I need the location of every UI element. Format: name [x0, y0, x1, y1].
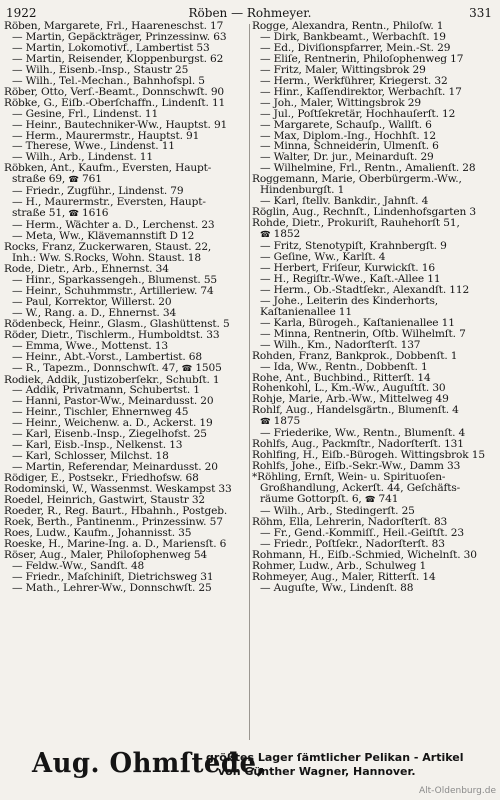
- entry-text: Rohlfing, H., Eiſb.-Bürogeh. Wittingsbrok 15: [252, 450, 485, 462]
- directory-entry: [252, 405, 496, 416]
- entry-text: — W., Rang. a. D., Ehnernst. 34: [12, 307, 177, 319]
- entry-text: Rohmer, Ludw., Arb., Schulweg 1: [252, 560, 427, 572]
- entry-text: — Hinr., Kaſſendirektor, Werbachſt. 17: [260, 86, 462, 98]
- directory-entry: [4, 363, 248, 375]
- directory-entry: [252, 252, 496, 263]
- entry-text: — R., Tapezm., Donnschwſt. 47,: [12, 362, 179, 374]
- page-number: 331: [469, 6, 492, 20]
- directory-entry: [4, 54, 248, 65]
- directory-entry: [252, 21, 496, 32]
- directory-entry: [4, 87, 248, 98]
- directory-entry: [4, 528, 248, 539]
- advertisement: [4, 746, 494, 786]
- entry-text: — Martin, Reisender, Kloppenburgst. 62: [12, 53, 224, 65]
- directory-entry: [4, 174, 248, 186]
- directory-entry: [252, 394, 496, 405]
- entry-text: — Karl, Eisb.-Insp., Nelkenst. 13: [12, 440, 183, 452]
- entry-text: Roek, Berth., Pantinenm., Prinzessinw. 57: [4, 516, 223, 528]
- telephone-icon: ☎: [181, 363, 193, 374]
- directory-entry: [4, 517, 248, 528]
- entry-text: — Feldw.-Ww., Sandſt. 48: [12, 560, 145, 572]
- entry-text: Rohmann, H., Eiſb.-Schmied, Wichelnſt. 30: [252, 549, 477, 561]
- entry-text: Rohlfs, Aug., Packmſtr., Nadorſterſt. 131: [252, 439, 464, 451]
- directory-entry: [4, 583, 248, 594]
- entry-text: — Herm., Maurermstr., Hauptst. 91: [12, 130, 200, 142]
- directory-entry: [4, 462, 248, 473]
- directory-entry: [252, 241, 496, 252]
- directory-entry: [4, 152, 248, 163]
- entry-text: — Heinr., Tischler, Ehnernweg 45: [12, 407, 189, 419]
- directory-entry: [4, 297, 248, 308]
- entry-text: — Wilhelmine, Frl., Rentn., Amalienſt. 28: [260, 163, 476, 175]
- directory-entry: [4, 109, 248, 120]
- directory-entry: [252, 196, 496, 207]
- entry-text: — Martin, Lokomotivf., Lambertist 53: [12, 42, 210, 54]
- entry-text: — Heinr., Schuhmmstr., Artilleriew. 74: [12, 285, 214, 297]
- directory-entry: [252, 506, 496, 517]
- directory-entry: [4, 131, 248, 142]
- telephone-icon: ☎: [68, 209, 79, 220]
- entry-text: Röhm, Ella, Lehrerin, Nadorſterſt. 83: [252, 516, 448, 528]
- advertiser-name: Aug. Ohmſtede,: [32, 748, 266, 779]
- entry-text: Röser, Aug., Maler, Philoſophenweg 54: [4, 549, 208, 561]
- entry-text: straße 69,: [12, 174, 66, 186]
- directory-entry: [4, 418, 248, 429]
- entry-text: — Fr., Gend.-Kommiſſ., Heil.-Geiſtſt. 23: [260, 527, 464, 539]
- page-header: [6, 5, 494, 21]
- entry-text: — Heinr., Weichenw. a. D., Ackerst. 19: [12, 418, 213, 430]
- directory-entry: [4, 65, 248, 76]
- entry-text: — Fritz, Maler, Wittingsbrok 29: [260, 64, 426, 76]
- right-column: [252, 21, 496, 743]
- telephone-icon: ☎: [364, 494, 376, 505]
- directory-entry: [4, 330, 248, 341]
- entry-text: — Meta, Ww., Klävemannstift D 12: [12, 231, 195, 243]
- directory-entry: [252, 120, 496, 131]
- entry-text: Roes, Ludw., Kaufm., Johannisst. 35: [4, 527, 192, 539]
- directory-entry: [252, 461, 496, 472]
- advertisement-line-2: von Günther Wagner, Hannover.: [218, 765, 416, 778]
- entry-text: — Minna, Rentnerin, Oſtb. Wilhelmſt. 7: [260, 328, 466, 340]
- directory-entry: [4, 550, 248, 561]
- entry-text: — Hanni, Pastor-Ww., Meinardusst. 20: [12, 396, 214, 408]
- directory-entry: [252, 152, 496, 163]
- entry-text: — Addik, Privatmann, Schubertst. 1: [12, 385, 200, 397]
- directory-entry: [252, 263, 496, 274]
- directory-entry: [252, 32, 496, 43]
- directory-entry: [252, 163, 496, 174]
- entry-text: — Therese, Wwe., Lindenst. 11: [12, 141, 175, 153]
- entry-text: Röben, Margarete, Frl., Haarenesch̃st. 17: [4, 21, 224, 32]
- directory-entry: [4, 429, 248, 440]
- entry-text: — Walter, Dr. jur., Meinarduſt. 29: [260, 152, 434, 164]
- directory-entry: [252, 285, 496, 296]
- directory-entry: [4, 253, 248, 264]
- entry-text: — Hinr., Sparkassengeh., Blumenst. 55: [12, 274, 218, 286]
- directory-entry: [4, 264, 248, 275]
- entry-text: — Martin, Gepäckträger, Prinzessinw. 63: [12, 31, 227, 43]
- telephone-icon: ☎: [260, 230, 271, 241]
- directory-entry: [252, 54, 496, 65]
- directory-entry: [252, 229, 496, 241]
- entry-text: — Ed., Diviſionspfarrer, Mein.-St. 29: [260, 42, 451, 54]
- directory-entry: [252, 428, 496, 439]
- entry-text: — Friedr., Poſtſekr., Nadorſterſt. 83: [260, 538, 445, 550]
- directory-entry: [4, 572, 248, 583]
- directory-entry: [252, 362, 496, 373]
- entry-text: Rohe, Ant., Buchbind., Ritterſt. 14: [252, 372, 431, 384]
- entry-text: — Herm., Werkführer, Kriegerst. 32: [260, 75, 448, 87]
- entry-text: — Karl, ſtellv. Bankdir., Jahnſt. 4: [260, 196, 429, 208]
- directory-entry: [252, 65, 496, 76]
- directory-entry: [4, 561, 248, 572]
- entry-text: Kaſtanienallee 11: [260, 306, 352, 318]
- entry-text: Rohenkohl, L., Km.-Ww., Auguſtſt. 30: [252, 383, 446, 395]
- entry-text: straße 51,: [12, 208, 66, 220]
- entry-text: — Eliſe, Rentnerin, Philoſophenweg 17: [260, 53, 464, 65]
- phone-number: 1875: [273, 416, 301, 428]
- entry-text: — Dirk, Bankbeamt., Werbachſt. 19: [260, 31, 446, 43]
- directory-entry: [252, 517, 496, 528]
- entry-text: Röbken, Ant., Kaufm., Eversten, Haupt-: [4, 163, 212, 175]
- entry-text: — Fritz, Stenotypiſt, Krahnbergſt. 9: [260, 241, 447, 253]
- directory-entry: [252, 141, 496, 152]
- directory-entry: [252, 340, 496, 351]
- directory-entry: [4, 539, 248, 550]
- directory-entry: [252, 494, 496, 506]
- directory-entry: [252, 87, 496, 98]
- entry-text: — Wilh., Arb., Stedingerſt. 25: [260, 505, 415, 517]
- entry-text: Hindenburgſt. 1: [260, 185, 345, 197]
- directory-entry: [252, 274, 496, 285]
- entry-text: *Röhling, Ernſt, Wein- u. Spirituoſen-: [252, 472, 446, 484]
- entry-text: Rodominski, W., Wassenmst. Weskampst 33: [4, 484, 232, 495]
- entry-text: — Gesine, Frl., Lindenst. 11: [12, 108, 159, 120]
- running-title: Röben — Rohmeyer.: [188, 6, 312, 20]
- entry-text: Großhandlung, Ackerſt. 44, Geſchäfts-: [260, 483, 461, 494]
- entry-text: — Wilh., Km., Nadorſterſt. 137: [260, 339, 421, 351]
- entry-text: — Wilh., Eisenb.-Insp., Staustr 25: [12, 64, 189, 76]
- entry-text: Rode, Dietr., Arb., Ehnernst. 34: [4, 263, 169, 275]
- directory-entry: [252, 185, 496, 196]
- directory-entry: [4, 385, 248, 396]
- directory-entry: [252, 76, 496, 87]
- entry-text: Roeder, R., Reg. Baurt., Hbahnh., Postgeb.: [4, 505, 228, 517]
- directory-entry: [4, 451, 248, 462]
- entry-text: Roeske, H., Marine-Ing. a. D., Mariensſt. 6: [4, 538, 227, 550]
- directory-entry: [4, 319, 248, 330]
- page-year: 1922: [6, 6, 37, 20]
- directory-entry: [4, 440, 248, 451]
- directory-entry: [252, 207, 496, 218]
- entry-text: — Paul, Korrektor, Willerst. 20: [12, 296, 172, 308]
- directory-entry: [4, 396, 248, 407]
- directory-entry: [252, 131, 496, 142]
- entry-text: — Karla, Bürogeh., Kaſtanienallee 11: [260, 317, 455, 329]
- directory-entry: [252, 329, 496, 340]
- entry-text: Rohje, Marie, Arb.-Ww., Mittelweg 49: [252, 394, 449, 406]
- entry-text: Röbke, G., Eiſb.-Oberſchaffn., Lindenſt. 11: [4, 97, 226, 109]
- directory-entry: [252, 472, 496, 483]
- entry-text: Röber, Otto, Verſ.-Beamt., Donnschwſt. 90: [4, 86, 225, 98]
- directory-entry: [252, 416, 496, 428]
- entry-text: Röglin, Aug., Rechnſt., Lindenhofsgarten 3: [252, 207, 476, 219]
- phone-number: 1505: [195, 362, 222, 374]
- entry-text: — Max, Diplom.-Ing., Hochhſt. 12: [260, 130, 436, 142]
- entry-text: — Geſine, Ww., Karlſt. 4: [260, 252, 386, 263]
- directory-entry: [4, 242, 248, 253]
- entry-text: — Friedr., Maſchiniſt, Dietrichsweg 31: [12, 571, 214, 583]
- directory-entry: [252, 318, 496, 329]
- directory-entry: [252, 483, 496, 494]
- entry-text: — Math., Lehrer-Ww., Donnschwſt. 25: [12, 582, 212, 594]
- entry-text: — Johe., Leiterin des Kinderhorts,: [260, 295, 438, 307]
- entry-text: — H., Regiſtr.-Wwe., Kaſt.-Allee 11: [260, 273, 441, 285]
- directory-entry: [252, 528, 496, 539]
- directory-entry: [252, 439, 496, 450]
- entry-text: Rödenbeck, Heinr., Glasm., Glashüttenst. 5: [4, 318, 230, 330]
- phone-number: 1616: [82, 208, 109, 220]
- directory-entry: [4, 352, 248, 363]
- directory-entry: [252, 307, 496, 318]
- directory-entry: [4, 32, 248, 43]
- entry-text: — Wilh., Arb., Lindenst. 11: [12, 152, 153, 164]
- directory-entry: [4, 220, 248, 231]
- entry-text: — Herbert, Friſeur, Kurwickſt. 16: [260, 262, 435, 274]
- directory-entry: [4, 120, 248, 131]
- entry-text: — Karl, Eisenb.-Insp., Ziegelhofst. 25: [12, 429, 207, 441]
- directory-entry: [4, 495, 248, 506]
- entry-text: Rodiek, Addik, Justizoberſekr., Schubſt. 1: [4, 374, 220, 386]
- directory-entry: [4, 506, 248, 517]
- entry-text: — H., Maurermstr., Eversten, Haupt-: [12, 197, 206, 209]
- entry-text: Roggemann, Marie, Oberbürgerm.-Ww.,: [252, 174, 462, 186]
- directory-entry: [4, 197, 248, 208]
- entry-text: Inh.: Ww. S.Rocks, Wohn. Staust. 18: [12, 253, 201, 264]
- entry-text: Rogge, Alexandra, Rentn., Philoſw. 1: [252, 21, 444, 32]
- telephone-icon: ☎: [260, 417, 271, 428]
- directory-entry: [4, 484, 248, 495]
- directory-entry: [4, 208, 248, 220]
- entry-text: — Minna, Schneiderin, Ulmenſt. 6: [260, 141, 439, 153]
- entry-text: — Wilh., Tel.-Mechan., Bahnhofspl. 5: [12, 75, 205, 87]
- entry-text: Rohde, Dietr., Prokuriſt, Rauhehorſt 51,: [252, 218, 460, 230]
- directory-entry: [4, 141, 248, 152]
- entry-text: räume Gottorpſt. 6,: [260, 493, 362, 505]
- directory-entry: [4, 231, 248, 242]
- directory-entry: [4, 21, 248, 32]
- entry-text: Rocks, Franz, Zuckerwaren, Staust. 22,: [4, 242, 212, 254]
- entry-text: — Herm., Ob.-Stadtſekr., Alexandſt. 112: [260, 284, 470, 296]
- directory-entry: [4, 341, 248, 352]
- phone-number: 761: [82, 174, 102, 186]
- entry-text: Röder, Dietr., Tischlerm., Humboldtst. 33: [4, 329, 220, 341]
- entry-text: — Heinr., Bautechniker-Ww., Hauptst. 91: [12, 119, 228, 131]
- entry-text: Rohmeyer, Aug., Maler, Ritterſt. 14: [252, 571, 436, 583]
- entry-text: — Joh., Maler, Wittingsbrok 29: [260, 97, 421, 109]
- directory-entry: [4, 286, 248, 297]
- directory-entry: [4, 275, 248, 286]
- directory-entry: [4, 43, 248, 54]
- entry-text: Roedel, Heinrich, Gastwirt, Staustr 32: [4, 494, 206, 506]
- entry-text: Rohlf, Aug., Handelsgärtn., Blumenſt. 4: [252, 405, 459, 417]
- directory-entry: [4, 186, 248, 197]
- entry-text: — Friedr., Zugführ., Lindenst. 79: [12, 186, 184, 198]
- directory-entry: [252, 174, 496, 185]
- directory-entry: [4, 98, 248, 109]
- entry-text: — Karl, Schlosser, Milchst. 18: [12, 451, 169, 463]
- left-column: [4, 21, 248, 743]
- entry-text: Rohlfs, Johe., Eiſb.-Sekr.-Ww., Damm 33: [252, 461, 461, 473]
- directory-entry: [4, 163, 248, 174]
- entry-text: — Martin, Referendar, Meinardusst. 20: [12, 462, 218, 474]
- watermark: Alt-Oldenburg.de: [418, 786, 496, 796]
- directory-entry: [252, 218, 496, 229]
- directory-entry: [252, 296, 496, 307]
- entry-text: — Friederike, Ww., Rentn., Blumenſt. 4: [260, 428, 466, 440]
- directory-entry: [252, 561, 496, 572]
- entry-text: Rödiger, E., Postsekr., Friedhofsw. 68: [4, 473, 199, 485]
- directory-entry: [4, 375, 248, 386]
- directory-entry: [252, 450, 496, 461]
- entry-text: — Jul., Poſtſekretär, Hochhauſerſt. 12: [260, 108, 456, 120]
- directory-entry: [252, 98, 496, 109]
- directory-entry: [4, 407, 248, 418]
- directory-entry: [252, 583, 496, 594]
- directory-entry: [252, 109, 496, 120]
- column-divider: [249, 24, 250, 740]
- entry-text: — Herm., Wächter a. D., Lerchenst. 23: [12, 220, 215, 232]
- directory-entry: [252, 572, 496, 583]
- entry-text: — Auguſte, Ww., Lindenſt. 88: [260, 582, 414, 594]
- directory-entry: [4, 308, 248, 319]
- directory-entry: [4, 473, 248, 484]
- phone-number: 741: [378, 493, 399, 505]
- entry-text: — Heinr., Abt.-Vorst., Lambertist. 68: [12, 351, 202, 363]
- directory-entry: [252, 550, 496, 561]
- directory-entry: [252, 539, 496, 550]
- phone-number: 1852: [273, 229, 301, 241]
- directory-entry: [252, 351, 496, 362]
- entry-text: — Ida, Ww., Rentn., Dobbenſt. 1: [260, 361, 428, 373]
- directory-entry: [4, 76, 248, 87]
- advertisement-line-1: größtes Lager ſämtlicher Pelikan - Artikel: [206, 751, 464, 764]
- entry-text: — Emma, Wwe., Mottenst. 13: [12, 340, 169, 352]
- entry-text: Rohden, Franz, Bankprok., Dobbenſt. 1: [252, 350, 458, 362]
- directory-entry: [252, 373, 496, 384]
- telephone-icon: ☎: [68, 175, 79, 186]
- directory-entry: [252, 383, 496, 394]
- entry-text: — Margarete, Schauſp., Wallſt. 6: [260, 119, 432, 131]
- directory-entry: [252, 43, 496, 54]
